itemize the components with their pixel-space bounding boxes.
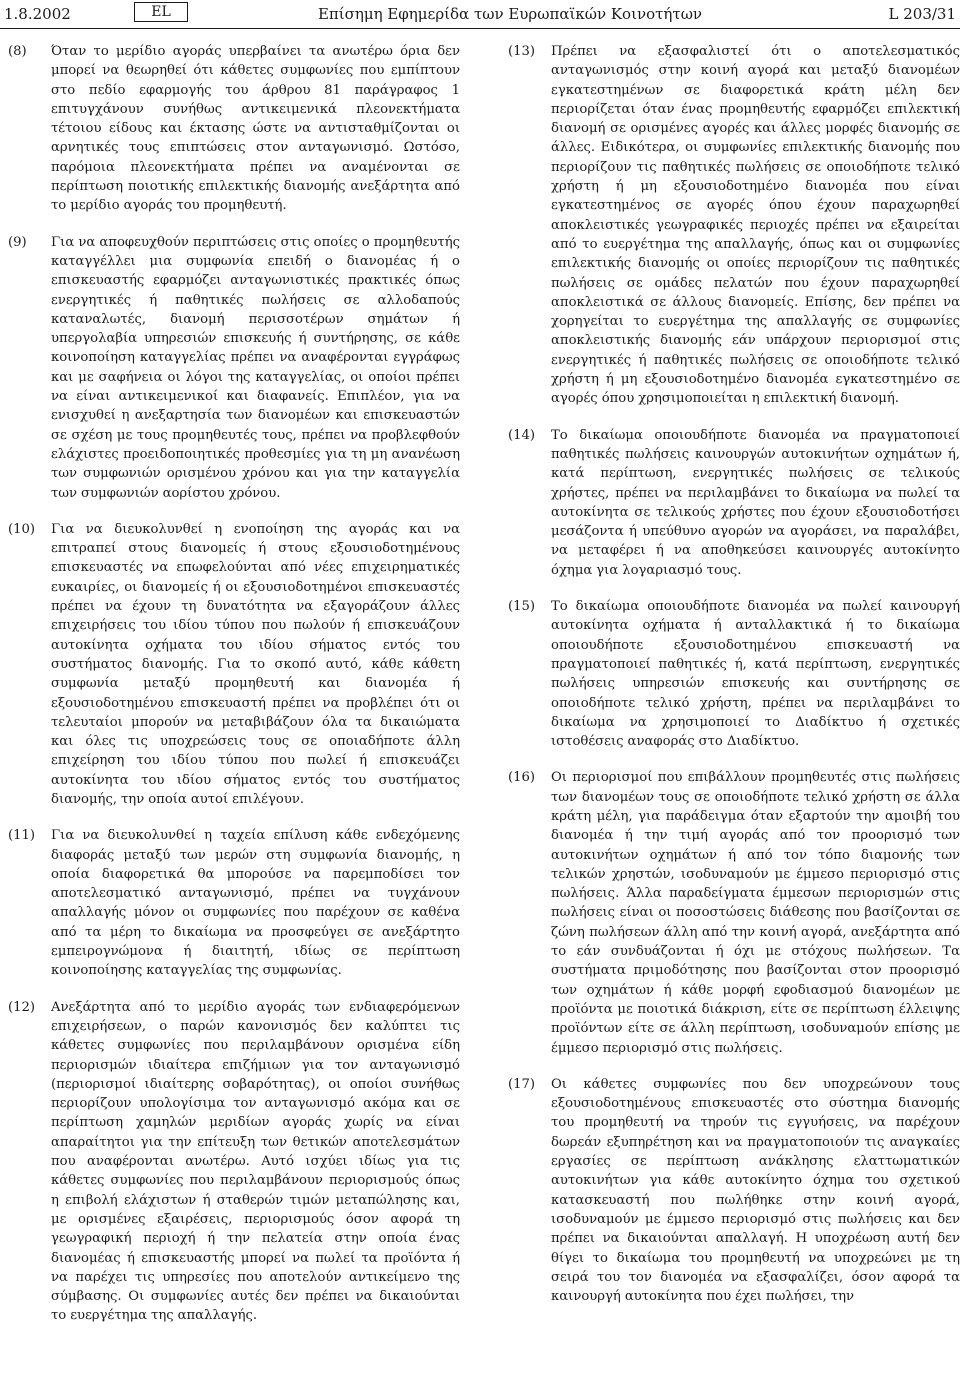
recital-number: (8) (8, 44, 27, 59)
recital-text: Για να διευκολυνθεί η ταχεία επίλυση κάθε ενδεχόμενης διαφοράς μεταξύ των μερών στη συμφωνία διανομής, η οποία διαφορετικά θα μπορούσε να παρεμποδίσει τον αποτελεσματικό ανταγωνισμό, πρέπει να τυγχάνουν απαλλαγής μόνον οι συμφωνίες που παρέχουν σε καθένα από τα μέρη το δικαίωμα να προσφεύγει σε ανεξάρτητο εμπειρογνώμονα ή διαιτητή, ιδίως σε περίπτωση κοινοποίησης καταγγελίας της συμφωνίας. (51, 828, 460, 979)
recital-16 (508, 768, 960, 1057)
recital-13 (508, 42, 960, 409)
right-column (508, 42, 960, 1323)
recital-number: (16) (508, 770, 536, 786)
recital-text: Το δικαίωμα οποιουδήποτε διανομέα να πωλεί καινουργή αυτοκίνητα οχήματα ή ανταλλακτικά ή το δικαίωμα οποιουδήποτε εξουσιοδοτημένου επισκευαστή να πραγματοποιεί παθητικές ή, κατά περίπτωση, ενεργητικές πωλήσεις υπηρεσιών επισκευής και συντήρησης σε οποιοδήποτε τελικό χρήστη, πρέπει να περιλαμβάνει το δικαίωμα να χρησιμοποιεί το Διαδίκτυο ή σχετικές ιστοθέσεις αναφοράς στο Διαδίκτυο. (551, 599, 960, 750)
page-header (0, 0, 960, 30)
language-code-box: EL (134, 2, 188, 22)
recital-text: Για να αποφευχθούν περιπτώσεις στις οποίες ο προμηθευτής καταγγέλλει μια συμφωνία επειδή ο διανομέας ή ο επισκευαστής εφαρμόζει ανταγωνιστικές πρακτικές όπως ενεργητικές ή παθητικές πωλήσεις σε αλλοδαπούς καταναλωτές, διανομή περισσοτέρων σημάτων ή υπεργολαβία υπηρεσιών επισκευής ή συντήρησης, σε κάθε κοινοποίηση καταγγελίας πρέπει να αναφέρονται εγγράφως και με σαφήνεια οι λόγοι της καταγγελίας, οι οποίοι πρέπει να είναι αντικειμενικοί και διαφανείς. Επιπλέον, για να ενισχυθεί η ανεξαρτησία των διανομέων και επισκευαστών σε σχέση με τους προμηθευτές τους, πρέπει να προβλεφθούν ελάχιστες προειδοποιητικές προθεσμίες για τη μη ανανέωση των συμφωνιών ορισμένου χρόνου και για την καταγγελία των συμφωνιών αορίστου χρόνου. (51, 234, 460, 501)
recital-text: Πρέπει να εξασφαλιστεί ότι ο αποτελεσματικός ανταγωνισμός στην κοινή αγορά και μεταξύ διανομέων εγκατεστημένων σε διαφορετικά κράτη μέλη δεν περιορίζεται όταν ένας προμηθευτής εφαρμόζει επιλεκτική διανομή σε ορισμένες αγορές και άλλες μορφές διανομής σε άλλες. Ειδικότερα, οι συμφωνίες επιλεκτικής διανομής που περιορίζουν τις παθητικές πωλήσεις σε οποιοδήποτε τελικό χρήστη ή μη εξουσιοδοτημένο διανομέα που είναι εγκατεστημένος σε αγορές όπου έχουν παραχωρηθεί αποκλειστικές γεωγραφικές περιοχές πρέπει να εξαιρείται από το ευεργέτημα της απαλλαγής, όπως και οι συμφωνίες επιλεκτικής διανομής οι οποίες περιορίζουν τις παθητικές πωλήσεις σε ομάδες πελατών που έχουν παραχωρηθεί αποκλειστικά σε άλλους διανομείς. Επίσης, δεν πρέπει να χορηγείται το ευεργέτημα της απαλλαγής σε συμφωνίες αποκλειστικής διανομής εάν υπάρχουν περιορισμοί στις ενεργητικές ή παθητικές πωλήσεις σε οποιοδήποτε τελικό χρήστη ή μη εξουσιοδοτημένο διανομέα εγκατεστημένο σε αγορές όπου χρησιμοποιείται η επιλεκτική διανομή. (551, 44, 960, 407)
recital-text: Οι κάθετες συμφωνίες που δεν υποχρεώνουν τους εξουσιοδοτημένους επισκευαστές στο σύστημα διανομής του προμηθευτή να τηρούν τις εγγυήσεις, να παρέχουν δωρεάν εξυπηρέτηση και να πραγματοποιούν τις αναγκαίες εργασίες σε περίπτωση ανάκλησης ελαττωματικών αυτοκινήτων για κάθε αυτοκίνητο όχημα του σχετικού κατασκευαστή που πωλήθηκε στην κοινή αγορά, ισοδυναμούν με έμμεσο περιορισμό στις πωλήσεις και δεν πρέπει να δικαιούνται απαλλαγή. Η υποχρέωση αυτή δεν θίγει το δικαίωμα του προμηθευτή να υποχρεώνει με τη σειρά του τον διανομέα να εξασφαλίζει, όσον αφορά τα καινουργή αυτοκίνητα που έχει πωλήσει, την (551, 1076, 960, 1305)
recital-number: (15) (508, 599, 536, 615)
publication-date: 1.8.2002 (4, 5, 71, 23)
recital-number: (12) (8, 999, 36, 1015)
recital-14 (508, 426, 960, 580)
recital-text: Ανεξάρτητα από το μερίδιο αγοράς των ενδιαφερόμενων επιχειρήσεων, ο παρών κανονισμός δεν καλύπτει τις κάθετες συμφωνίες που περιλαμβάνουν ορισμένα είδη περιορισμών ιδιαίτερα επιζήμιων για τον ανταγωνισμό (περιορισμοί ιδιαίτερης σοβαρότητας), οι οποίοι συνήθως περιορίζουν υπολογίσιμα τον ανταγωνισμό ακόμα και σε περίπτωση χαμηλών μεριδίων αγοράς χωρίς να είναι απαραίτητοι για την επίτευξη των θετικών αποτελεσμάτων που αναφέρονται ανωτέρω. Αυτό ισχύει ιδίως για τις κάθετες συμφωνίες που περιλαμβάνουν περιορισμούς όπως η επιβολή ελάχιστων ή σταθερών τιμών μεταπώλησης και, με ορισμένες εξαιρέσεις, περιορισμούς όσον αφορά τη γεωγραφική περιοχή ή την πελατεία στην οποία ένας διανομέας ή επισκευαστής μπορεί να πωλεί τα προϊόντα ή να παρέχει τις υπηρεσίες που αποτελούν αντικείμενο της σύμβασης. Οι συμφωνίες αυτές δεν πρέπει να δικαιούνται το ευεργέτημα της απαλλαγής. (51, 999, 460, 1324)
recital-number: (9) (8, 234, 27, 250)
recital-11 (8, 826, 460, 980)
recital-text: Όταν το μερίδιο αγοράς υπερβαίνει τα ανωτέρω όρια δεν μπορεί να θεωρηθεί ότι κάθετες συμφωνίες που εμπίπτουν στο πεδίο εφαρμογής του άρθρου 81 παράγραφος 1 επιτυγχάνουν συνήθως αντικειμενικά πλεονεκτήματα τέτοιου είδους και έκτασης ώστε να αντισταθμίζονται οι αρνητικές τους επιπτώσεις στον ανταγωνισμό. Ωστόσο, παρόμοια πλεονεκτήματα πρέπει να αναμένονται σε περίπτωση ποιοτικής επιλεκτικής διανομής ανεξάρτητα από το μερίδιο αγοράς του προμηθευτή. (51, 44, 460, 214)
recital-8 (8, 42, 460, 216)
recital-text: Οι περιορισμοί που επιβάλλουν προμηθευτές στις πωλήσεις των διανομέων τους σε οποιοδήποτε τελικό χρήστη σε άλλα κράτη μέλη, για παράδειγμα όταν εξαρτούν την αμοιβή του διανομέα ή την τιμή αγοράς από τον προορισμό των αυτοκινήτων οχημάτων ή από τον τόπο διαμονής των τελικών χρηστών, ισοδυναμούν με έμμεσο περιορισμό στις πωλήσεις. Άλλα παραδείγματα έμμεσων περιορισμών στις πωλήσεις είναι οι ποσοστώσεις διάθεσης που βασίζονται σε ζώνη πωλήσεων άλλη από την κοινή αγορά, ανεξάρτητα από το εάν συνδυάζονται ή όχι με στόχους πωλήσεων. Τα συστήματα πριμοδότησης που βασίζονται στον προορισμό των οχημάτων ή κάθε μορφή εφοδιασμού διανομέων με προϊόντα με ποιοτικά διάκριση, είτε σε περίπτωση έλλειψης προϊόντων είτε σε άλλη περίπτωση, ισοδυναμούν επίσης με έμμεσο περιορισμό στις πωλήσεις. (551, 770, 960, 1056)
recital-number: (11) (8, 828, 36, 844)
recital-15 (508, 597, 960, 751)
recital-12 (8, 998, 460, 1326)
issue-page-number: L 203/31 (888, 5, 956, 23)
recital-17 (508, 1075, 960, 1307)
recital-text: Για να διευκολυνθεί η ενοποίηση της αγοράς και να επιτραπεί στους διανομείς ή στους εξουσιοδοτημένους επισκευαστές να επωφελούνται από νέες επιχειρηματικές ευκαιρίες, οι διανομείς ή οι εξουσιοδοτημένοι επισκευαστές πρέπει να έχουν τη δυνατότητα να εξαγοράζουν άλλες επιχειρήσεις του ιδίου τύπου που πωλούν ή επισκευάζουν αυτοκίνητα οχήματα του ιδίου σήματος εντός του συστήματος διανομής. Για το σκοπό αυτό, κάθε κάθετη συμφωνία μεταξύ προμηθευτή και διανομέα ή εξουσιοδοτημένου επισκευαστή πρέπει να προβλέπει ότι οι τελευταίοι μπορούν να μεταβιβάζουν όλα τα δικαιώματα και όλες τις υποχρεώσεις τους σε οποιαδήποτε άλλη επιχείρηση του ιδίου τύπου που πωλεί ή επισκευάζει αυτοκίνητα του ιδίου σήματος εντός του συστήματος διανομής, την οποία αυτοί επιλέγουν. (51, 521, 460, 807)
recital-9 (8, 233, 460, 503)
recital-10 (8, 520, 460, 809)
journal-title: Επίσημη Εφημερίδα των Ευρωπαϊκών Κοινοτήτων (317, 5, 703, 23)
recital-number: (13) (508, 44, 536, 59)
recital-number: (17) (508, 1076, 536, 1092)
recital-number: (14) (508, 427, 536, 443)
header-rule (0, 28, 960, 29)
recital-text: Το δικαίωμα οποιουδήποτε διανομέα να πραγματοποιεί παθητικές πωλήσεις καινουργών αυτοκινήτων οχημάτων ή, κατά περίπτωση, ενεργητικές πωλήσεις σε τελικούς χρήστες, πρέπει να περιλαμβάνει το δικαίωμα να πωλεί τα αυτοκίνητα σε τελικούς χρήστες που έχουν εξουσιοδοτήσει μεσάζοντα ή υπεύθυνο αγορών να αγοράσει, να παραλάβει, να μεταφέρει ή να αποθηκεύσει καινουργές αυτοκίνητο όχημα για λογαριασμό τους. (551, 427, 960, 578)
left-column (8, 42, 460, 1343)
recital-number: (10) (8, 521, 36, 537)
